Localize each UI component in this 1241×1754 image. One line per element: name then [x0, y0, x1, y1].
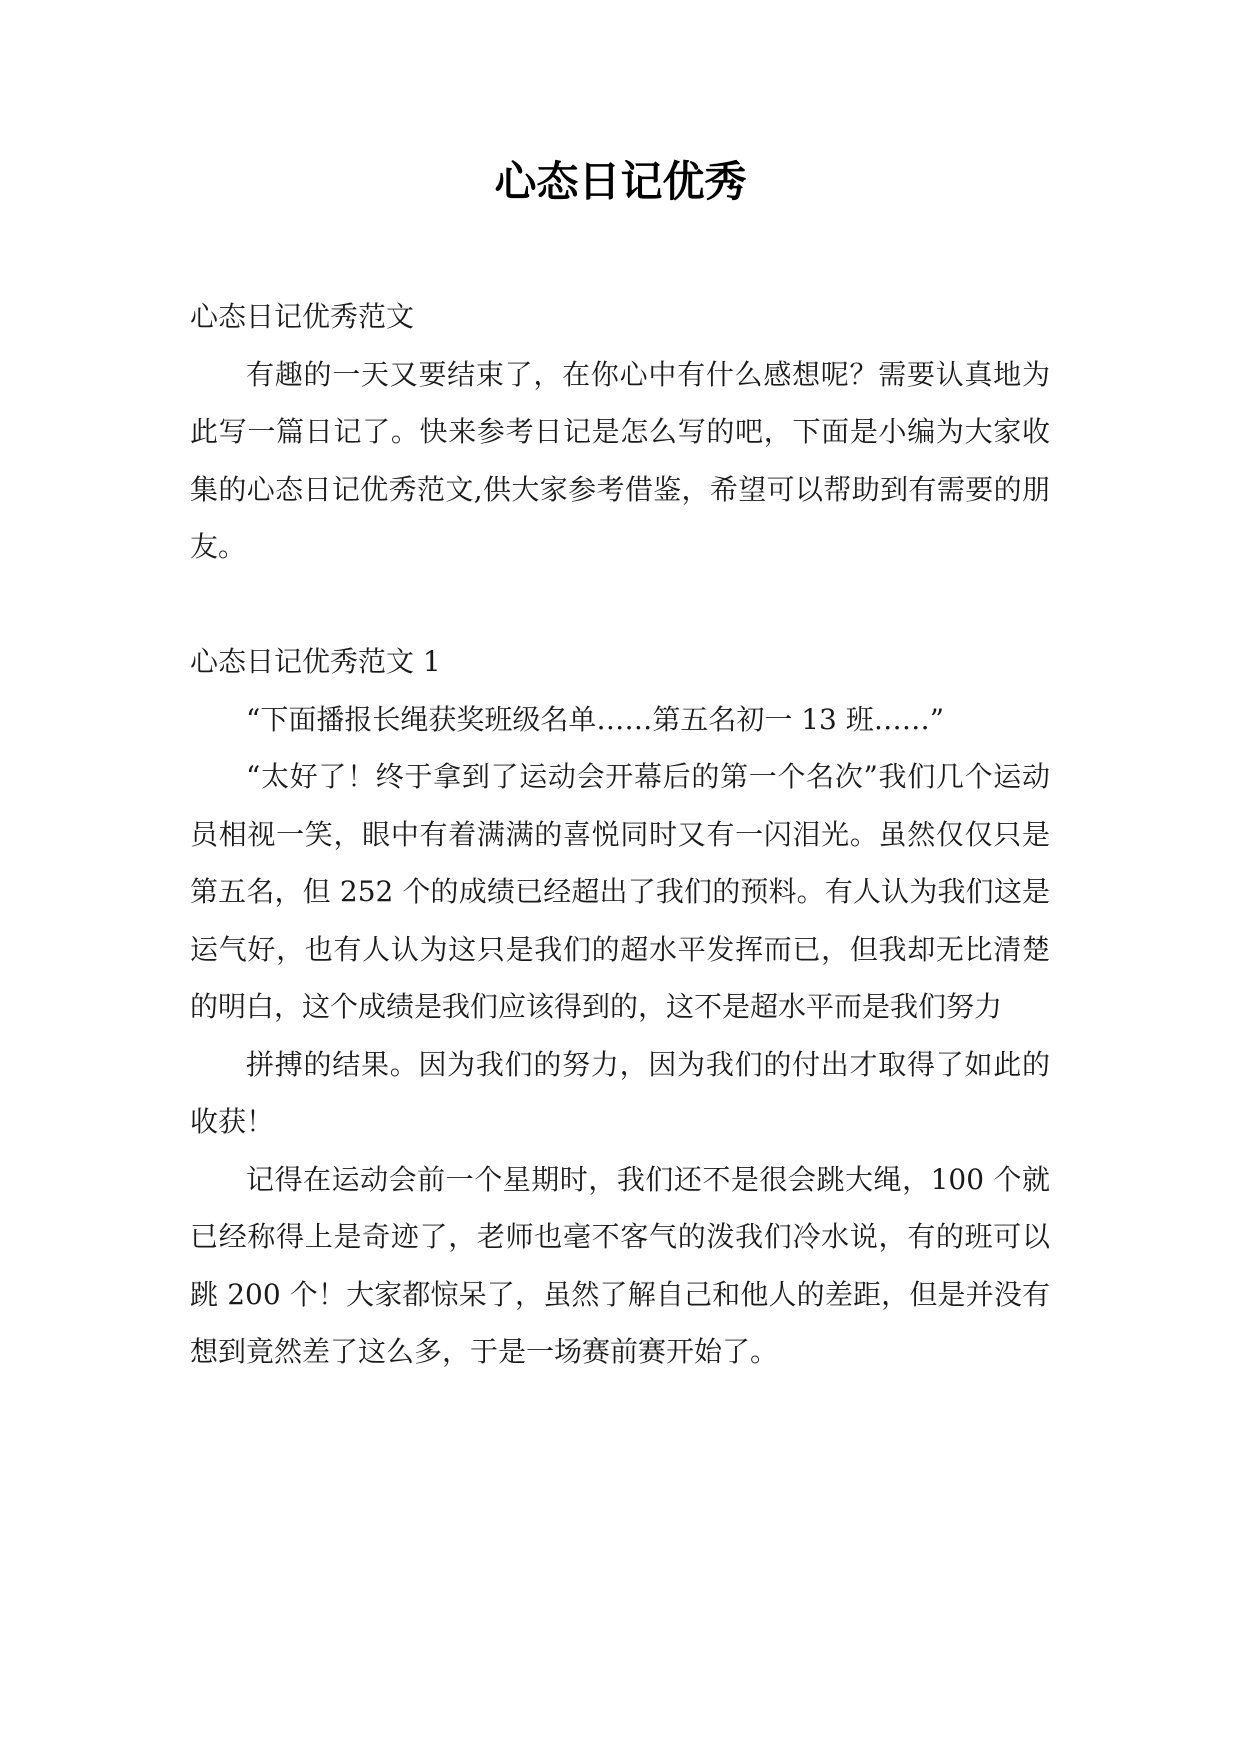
- paragraph: 拼搏的结果。因为我们的努力，因为我们的付出才取得了如此的收获！: [190, 1047, 1050, 1138]
- paragraph: “下面播报长绳获奖班级名单……第五名初一 13 班……”: [246, 702, 945, 736]
- document-body: [190, 288, 1050, 1381]
- document-title: 心态日记优秀: [494, 157, 747, 206]
- intro-heading: 心态日记优秀范文: [190, 300, 415, 333]
- paragraph: “太好了！终于拿到了运动会开幕后的第一个名次”我们几个运动员相视一笑，眼中有着满满的喜悦同时又有一闪泪光。虽然仅仅只是第五名，但 252 个的成绩已经超出了我们的预料。有人认为我们这是运气好，也有人认为这只是我们的超水平发挥而已，但我却无比清楚的明白，这个成绩是我们应该得到的，这不是超水平而是我们努力: [190, 760, 1050, 1023]
- section-heading: 心态日记优秀范文 1: [190, 645, 441, 678]
- paragraph: 记得在运动会前一个星期时，我们还不是很会跳大绳，100 个就已经称得上是奇迹了，老师也毫不客气的泼我们冷水说，有的班可以跳 200 个！大家都惊呆了，虽然了解自己和他人的差距，但是并没有想到竟然差了这么多，于是一场赛前赛开始了。: [190, 1162, 1050, 1368]
- intro-paragraph: 有趣的一天又要结束了，在你心中有什么感想呢？需要认真地为此写一篇日记了。快来参考日记是怎么写的吧，下面是小编为大家收集的心态日记优秀范文,供大家参考借鉴，希望可以帮助到有需要的朋友。: [190, 357, 1050, 563]
